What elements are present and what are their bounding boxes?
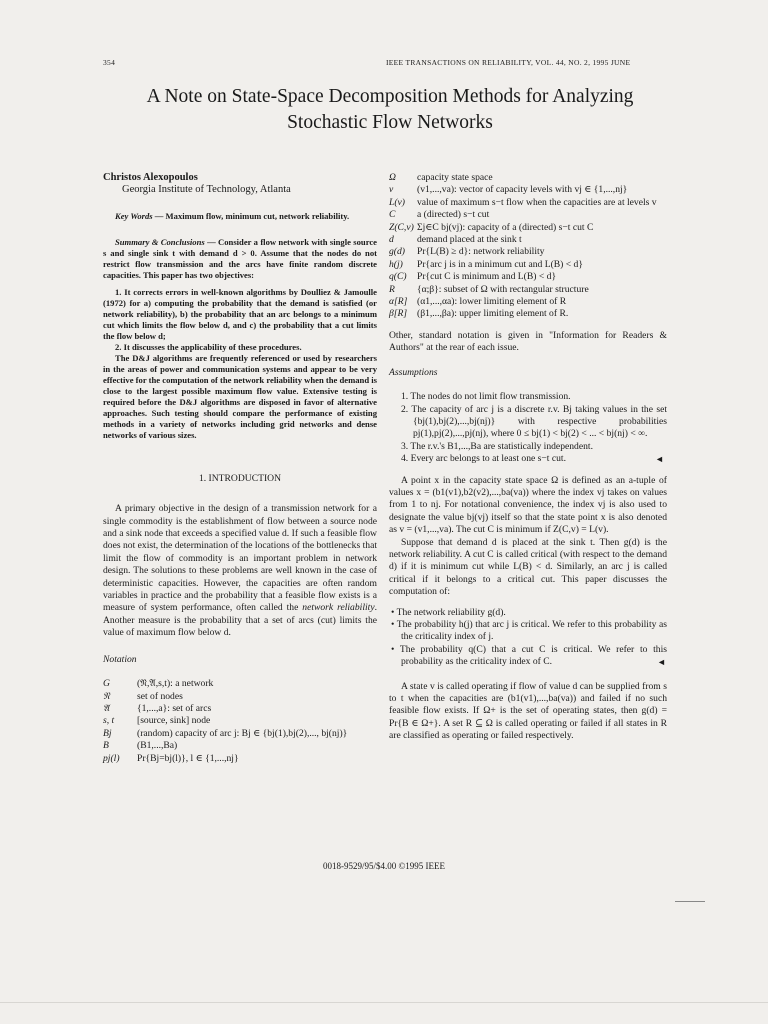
assumptions-heading: Assumptions (389, 366, 438, 378)
notation-definition: demand placed at the sink t (417, 234, 522, 246)
assumption-item: 2. The capacity of arc j is a discrete r.v. Bj taking values in the set {bj(1),bj(2),...,bj(nj)} with respective probabilities pj(1),pj(2),...,pj(nj), where 0 ≤ bj(1) < bj(2) < ... < bj(nj) < ∞. (401, 403, 667, 440)
notation-symbol: Ω (389, 172, 396, 183)
notation-row (389, 184, 667, 196)
notation-symbol: s, t (103, 715, 115, 727)
notation-definition: Pr{L(B) ≥ d}: network reliability (417, 246, 545, 258)
page-number: 354 (103, 58, 116, 67)
assumptions-list (389, 391, 667, 465)
notation-definition: Pr{arc j is in a minimum cut and L(B) < d} (417, 258, 583, 270)
notation-row (103, 703, 377, 715)
section-heading-introduction: 1. INTRODUCTION (198, 472, 282, 484)
summary-objective-2: 2. It discusses the applicability of these procedures. (115, 341, 302, 352)
intro-emphasis: network reliability (302, 602, 375, 614)
computation-item: • The probability h(j) that arc j is critical. We refer to this probability as the criticality index of j. (389, 619, 667, 644)
intro-text-a: A primary objective in the design of a transmission network for a single commodity is the establishment of flow between a source node and a sink node that exceeds a specified value d. If such a feasible flow does not exist, the determination of the locations of the bottlenecks that limit the flow of commodity is an important problem in network design. The solutions to these problems are well known in the case of deterministic capacities. However, the capacities are often random variables in practice and the probability that a feasible flow exists is a measure of system performance, often called the (103, 503, 377, 614)
notation-heading: Notation (103, 653, 137, 665)
summary-text: — Consider a flow network with single source s and single sink t with demand d > 0. Assume that the nodes do not restrict flow transmission and the arcs have finite random discrete capacities. This paper has two objectives: (103, 236, 377, 280)
notation-symbol: B (103, 740, 109, 752)
notation-symbol: v (389, 184, 394, 196)
notation-definition: Pr{cut C is minimum and L(B) < d} (417, 271, 557, 283)
right-column (389, 172, 667, 743)
notation-row (389, 197, 667, 209)
introduction-paragraph (103, 503, 377, 639)
notation-row (103, 678, 377, 690)
keywords-label: Key Words (115, 210, 153, 221)
notation-row (103, 691, 377, 703)
notation-row (103, 715, 377, 727)
notation-row (389, 234, 667, 246)
notation-symbol: g(d) (389, 246, 405, 258)
notation-symbol: 𝔄 (103, 702, 110, 714)
notation-definition: (𝔑,𝔄,s,t): a network (137, 678, 214, 690)
assumption-item: 1. The nodes do not limit flow transmission. (401, 391, 571, 403)
author-affiliation: Georgia Institute of Technology, Atlanta (122, 184, 291, 196)
copyright-footer: 0018-9529/95/$4.00 ©1995 IEEE (322, 861, 446, 871)
notation-definition: [source, sink] node (137, 715, 211, 727)
notation-symbol: α[R] (389, 296, 408, 308)
summary (103, 237, 377, 441)
notation-row (389, 271, 667, 283)
notation-symbol: q(C) (389, 271, 407, 283)
assumption-item: 3. The r.v.'s B1,...,Ba are statistically independent. (401, 440, 593, 452)
body-paragraph-2: Suppose that demand d is placed at the sink t. Then g(d) is the network reliability. A cut C is called critical (with respect to the demand d) if it is minimum cut while L(B) < d. Similarly, an arc j is called critical if it belongs to a critical cut. This paper discusses the computation of: (389, 536, 667, 598)
notation-definition: value of maximum s−t flow when the capacities are at levels v (417, 196, 657, 208)
notation-symbol: L(v) (389, 196, 405, 208)
title-line-2: Stochastic Flow Networks (287, 112, 493, 133)
body-paragraph-3: A state v is called operating if flow of value d can be supplied from s to t when the capacities are (b1(v1),...,ba(va)) and failed if no such feasible flow exists. If Ω+ is the set of operating states, then g(d) = Pr{B ∈ Ω+}. A set R ⊆ Ω is called operating or failed if all states in R are classified as operating or failed respectively. (389, 680, 667, 742)
journal-header: IEEE TRANSACTIONS ON RELIABILITY, VOL. 44, NO. 2, 1995 JUNE (386, 58, 631, 67)
notation-symbol: d (389, 234, 394, 246)
scan-edge (0, 1002, 768, 1003)
notation-definition: Pr{Bj=bj(l)}, l ∈ {1,...,nj} (137, 752, 239, 764)
notation-row (389, 246, 667, 258)
notation-symbol: pj(l) (103, 752, 120, 764)
notation-definition: {α;β}: subset of Ω with rectangular structure (417, 283, 589, 295)
notation-row (103, 753, 377, 765)
notation-row (389, 296, 667, 308)
notation-row (389, 259, 667, 271)
notation-symbol: Z(C,v) (389, 221, 414, 233)
assumption-text: 4. Every arc belongs to at least one s−t cut. (401, 453, 566, 465)
notation-other: Other, standard notation is given in "Information for Readers & Authors" at the rear of each issue. (389, 329, 667, 354)
notation-row (389, 222, 667, 234)
notation-row (103, 728, 377, 740)
summary-intro (103, 237, 377, 281)
author-name: Christos Alexopoulos (103, 172, 198, 183)
body-paragraph-1: A point x in the capacity state space Ω is defined as an a-tuple of values x = (b1(v1),b2(v2),...,ba(va)) where the index vj takes on values from 1 to nj. For notational convenience, the index vj is also used to designate the value bj(vj) itself so that the state point x is also denoted as v = (v1,...,va). The cut C is minimum if Z(C,v) = L(v). (389, 474, 667, 536)
keywords (103, 211, 377, 222)
notation-symbol: R (389, 283, 395, 295)
notation-definition: set of nodes (137, 690, 183, 702)
notation-symbol: Bj (103, 727, 112, 739)
notation-row (103, 740, 377, 752)
notation-definition: Σj∈C bj(vj): capacity of a (directed) s−t cut C (417, 221, 594, 233)
summary-objective-1: 1. It corrects errors in well-known algorithms by Doulliez & Jamoulle (1972) for a) computing the probability that the demand is satisfied (or network reliability), b) the probability that an arc belongs to a minimum cut which limits the flow below d, and c) the probability that a cut limits the flow below d; (103, 286, 377, 341)
notation-list-right (389, 172, 667, 321)
title-line-1: A Note on State-Space Decomposition Methods for Analyzing (146, 86, 634, 107)
notation-symbol: h(j) (389, 258, 403, 270)
notation-definition: (β1,...,βa): upper limiting element of R. (417, 308, 569, 320)
notation-list-left (103, 678, 377, 765)
notation-symbol: 𝔑 (103, 690, 110, 702)
notation-definition: (B1,...,Ba) (137, 740, 178, 752)
notation-row (389, 209, 667, 221)
notation-symbol: C (389, 209, 396, 221)
keywords-text: — Maximum flow, minimum cut, network reliability. (154, 210, 350, 221)
paper-title (80, 84, 700, 136)
notation-symbol: G (103, 678, 110, 690)
notation-definition: (random) capacity of arc j: Bj ∈ {bj(1),bj(2),..., bj(nj)} (137, 727, 348, 739)
notation-row (389, 308, 667, 320)
notation-symbol: β[R] (389, 308, 408, 320)
scan-mark (675, 901, 705, 902)
summary-closing: The D&J algorithms are frequently referenced or used by researchers in the areas of power and communication systems and appear to be very effective for the computation of the network reliability when the demand is close to the largest possible maximum flow value. Extensive testing is required before the D&J algorithms are disposed in favor of alternative approaches. Such testing should compare the performance of existing methods in a variety of networks including grid networks and dense networks of various sizes. (103, 352, 377, 440)
notation-definition: capacity state space (417, 172, 493, 183)
computation-text: The probability q(C) that a cut C is critical. We refer to this probability as the criticality index of C. (399, 643, 667, 668)
notation-definition: (v1,...,va): vector of capacity levels with vj ∈ {1,...,nj} (417, 184, 628, 196)
computation-list (389, 607, 667, 669)
intro-text-b: . Another measure is the probability that a set of arcs (cut) limits the value of maximum flow below d. (103, 602, 377, 639)
notation-definition: (α1,...,αa): lower limiting element of R (417, 296, 567, 308)
notation-definition: a (directed) s−t cut (417, 209, 490, 221)
notation-row (389, 172, 667, 184)
summary-label: Summary & Conclusions (115, 236, 205, 247)
assumption-item: 4. Every arc belongs to at least one s−t cut. ◄ (401, 453, 664, 465)
left-column (103, 172, 377, 765)
computation-item: • The network reliability g(d). (389, 607, 667, 619)
notation-row (389, 284, 667, 296)
notation-definition: {1,...,a}: set of arcs (137, 702, 212, 714)
computation-item: • The probability q(C) that a cut C is critical. We refer to this probability as the criticality index of C. ◄ (389, 644, 667, 669)
